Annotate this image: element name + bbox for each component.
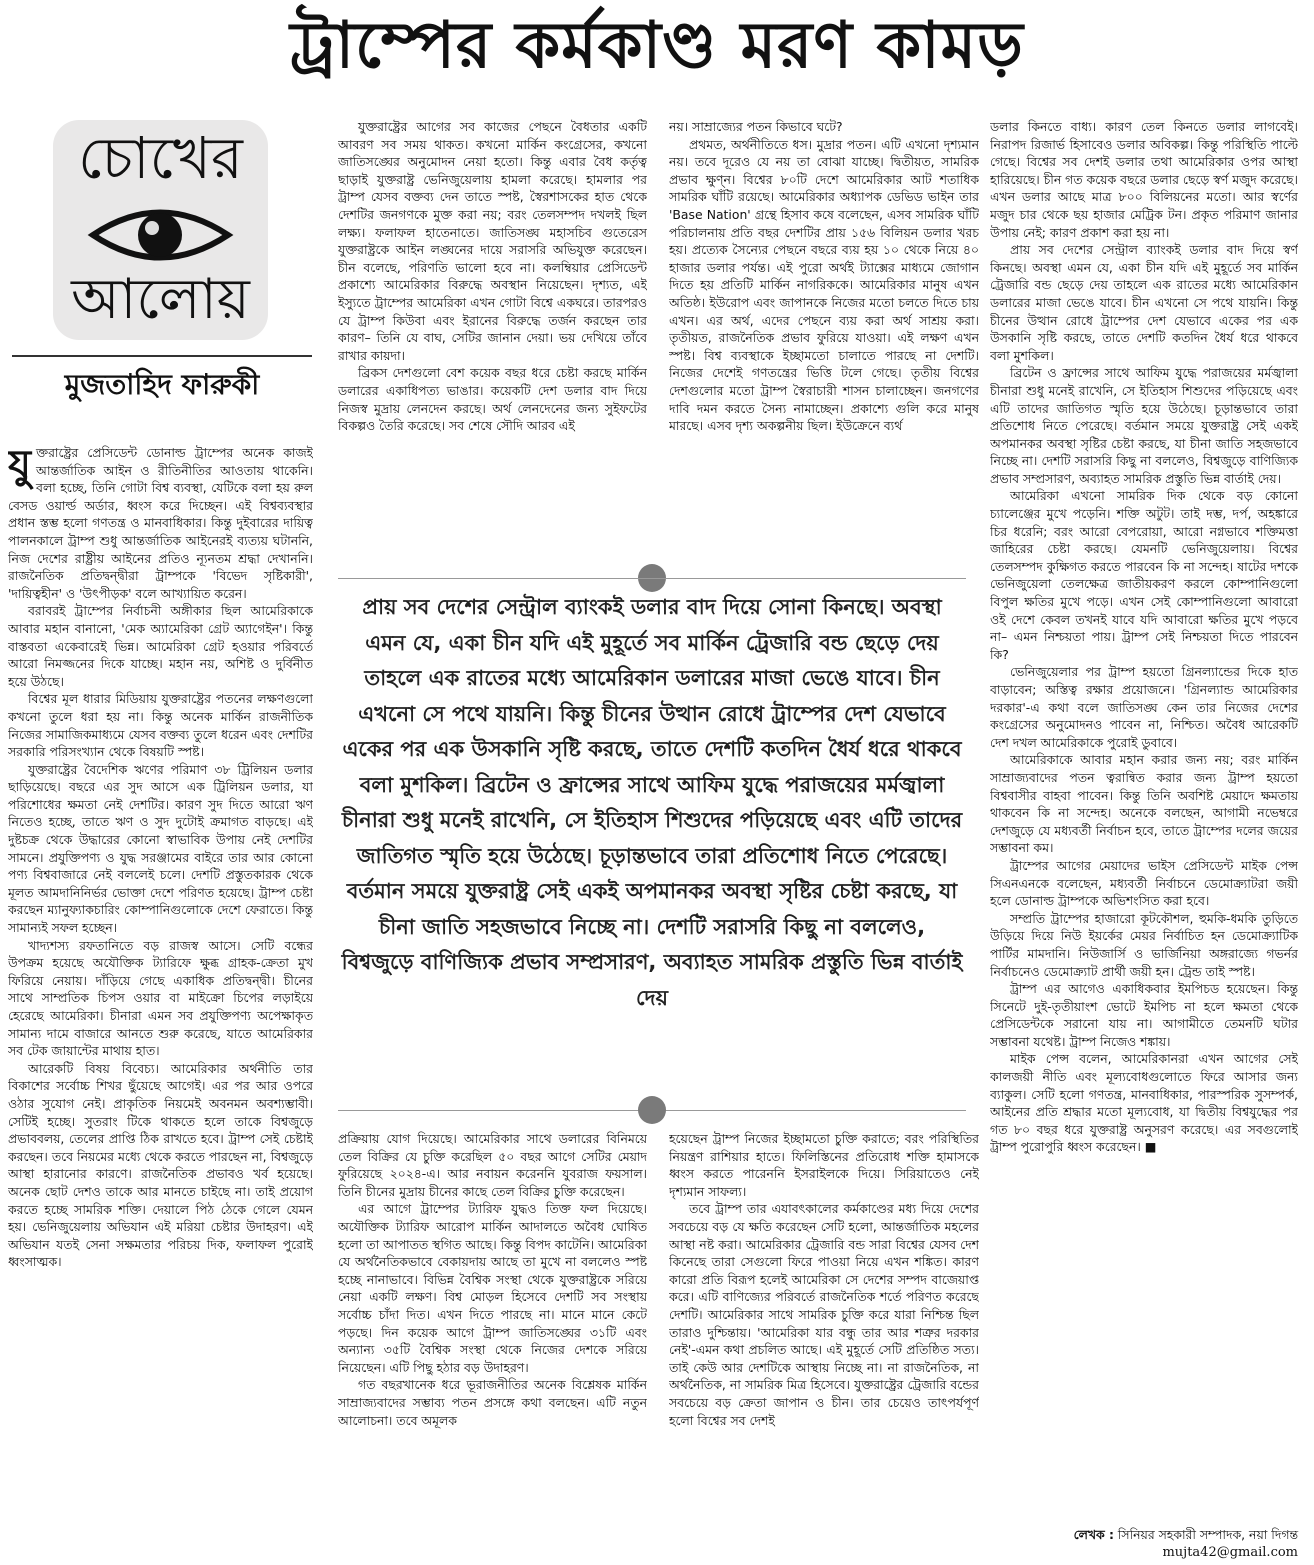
paragraph: সম্প্রতি ট্রাম্পের হাজারো কূটকৌশল, হুমকি-ধমকি তুড়িতে উড়িয়ে দিয়ে নিউ ইয়র্কের মেয়র নির্বাচিত হন ডেমোক্র্যাটিক পার্টির মামদানি। নিউজার্সি ও ভার্জিনিয়া অঙ্গরাজ্যে গভর্নর নির্বাচনেও ডেমোক্র্যাট প্রার্থী জয়ী হন। ট্রেন্ড তাই স্পষ্ট। [990,910,1298,979]
byline-label: লেখক : [1073,1527,1114,1542]
article-column-1 [8,444,313,1522]
logo-word-top: চোখের [78,124,243,192]
byline-text: সিনিয়র সহকারী সম্পাদক, নয়া দিগন্ত [1117,1527,1298,1542]
paragraph: ট্রাম্প এর আগেও একাধিকবার ইমপিচড হয়েছেন। কিন্তু সিনেটে দুই-তৃতীয়াংশ ভোটে ইমপিচ না হলে ক্ষমতা থেকে প্রেসিডেন্টকে সরানো যায় না। আগামীতে তেমনটি ঘটার সম্ভাবনা যথেষ্ট। ট্রাম্প নিজেও শঙ্কায়। [990,981,1298,1049]
paragraph: ভেনিজুয়েলার পর ট্রাম্প হয়তো গ্রিনল্যান্ডের দিকে হাত বাড়াবেন; অস্তিত্ব রক্ষার প্রয়োজনে। 'গ্রিনল্যান্ড আমেরিকার দরকার'-এ কথা বলে জাতিসঙ্ঘ কেন তার নিজের দেশের কংগ্রেসের অনুমোদনও পাবেন না, নিশ্চিত। অবৈধ আরেকটি দেশ দখল আমেরিকাকে পুরোই ডুবাবে। [990,664,1298,750]
article-column-3-top [669,118,979,544]
paragraph: আরেকটি বিষয় বিবেচ্য। আমেরিকার অর্থনীতি তার বিকাশের সর্বোচ্চ শিখর ছুঁয়েছে আগেই। এর পর আর ওপরে ওঠার সুযোগ নেই। প্রাকৃতিক নিয়মেই অবনমন অবশ্যম্ভাবী। সেটিই হচ্ছে। সুতরাং টিকে থাকতে হলে তাকে বিশ্বজুড়ে প্রভাববলয়, তেলের প্রাপ্তি ঠিক রাখতে হবে। ট্রাম্প সেই চেষ্টাই করছেন। তবে নিয়মের মধ্যে থেকে করতে পারছেন না, বিশ্বজুড়ে আস্থা হারানোর কারণে। রাজনৈতিক প্রভাবও খর্ব হয়েছে। অনেক ছোট দেশও তাকে আর মানতে চাইছে না। তাই প্রয়োগ করতে হচ্ছে সামরিক শক্তি। দেয়ালে পিঠ ঠেকে গেলে যেমন হয়। ভেনিজুয়েলায় অভিযান এই মরিয়া চেষ্টার উদাহরণ। এই অভিযান যতই সেনা সক্ষমতার পরিচয় দিক, ফলাফল পুরোই ধ্বংসাত্মক। [8,1060,313,1270]
paragraph: আমেরিকা এখনো সামরিক দিক থেকে বড় কোনো চ্যালেঞ্জের মুখে পড়েনি। শক্তি অটুট। তাই দম্ভ, দর্প, অহঙ্কারে চির ধরেনি; বরং আরো বেপরোয়া, আরো নগ্নভাবে শক্তিমত্তা জাহিরের চেষ্টা করছে। যেমনটি ভেনিজুয়েলায়। বিশ্বের তেলসম্পদ কুক্ষিগত করতে পারবেন কি না সন্দেহ। ষাটের দশকে ভেনিজুয়েলা তেলক্ষেত্র জাতীয়করণ করলে কোম্পানিগুলো বিপুল ক্ষতির মুখে পড়ে। এখন সেই কোম্পানিগুলো আবারো ওই দেশে কেবল তখনই যাবে যদি আবারো ক্ষতির মুখে পড়বে না– এমন নিশ্চয়তা পায়। ট্রাম্প সেই নিশ্চয়তা দিতে পারবেন কি? [990,488,1298,662]
headline: ট্রাম্পের কর্মকাণ্ড মরণ কামড় [290,9,1024,83]
paragraph: ট্রাম্পের আগের মেয়াদের ভাইস প্রেসিডেন্ট মাইক পেন্স সিএনএনকে বলেছেন, মধ্যবর্তী নির্বাচনে ডেমোক্র্যাটরা জয়ী হলে ডোনাল্ড ট্রাম্পকে অভিশংসিত করা হবে। [990,857,1298,909]
pull-quote: প্রায় সব দেশের সেন্ট্রাল ব্যাংকই ডলার বাদ দিয়ে সোনা কিনছে। অবস্থা এমন যে, একা চীন যদি এই মুহূর্তে সব মার্কিন ট্রেজারি বন্ড ছেড়ে দেয় তাহলে এক রাতের মধ্যে আমেরিকান ডলারের মাজা ভেঙে যাবে। চীন এখনো সে পথে যায়নি। কিন্তু চীনের উত্থান রোধে ট্রাম্পের দেশ যেভাবে একের পর এক উসকানি সৃষ্টি করছে, তাতে দেশটি কতদিন ধৈর্য ধরে থাকবে বলা মুশকিল। ব্রিটেন ও ফ্রান্সের সাথে আফিম যুদ্ধে পরাজয়ের মর্মজ্বালা চীনারা শুধু মনেই রাখেনি, সে ইতিহাস শিশুদের পড়িয়েছে এবং এটি তাদের জাতিগত স্মৃতি হয়ে উঠেছে। চূড়ান্তভাবে তারা প্রতিশোধ নিতে পেরেছে। বর্তমান সময়ে যুক্তরাষ্ট্র সেই একই অপমানকর অবস্থা সৃষ্টির চেষ্টা করছে, যা চীনা জাতি সহজভাবে নিচ্ছে না। দেশটি সরাসরি কিছু না বললেও, বিশ্বজুড়ে বাণিজ্যিক প্রভাব সম্প্রসারণ, অব্যাহত সামরিক প্রস্তুতি ভিন্ন বার্তাই দেয় [341,595,963,1010]
paragraph: ব্রিটেন ও ফ্রান্সের সাথে আফিম যুদ্ধে পরাজয়ের মর্মজ্বালা চীনারা শুধু মনেই রাখেনি, সে ইতিহাস শিশুদের পড়িয়েছে এবং এটি তাদের জাতিগত স্মৃতি হয়ে উঠেছে। চূড়ান্তভাবে তারা প্রতিশোধ নিতে পেরেছে। বর্তমান সময়ে যুক্তরাষ্ট্র সেই একই অপমানকর অবস্থা সৃষ্টির চেষ্টা করছে, যা চীনা জাতি সহজভাবে নিচ্ছে না। দেশটি সরাসরি কিছু না বললেও, বিশ্বজুড়ে বাণিজ্যিক প্রভাব সম্প্রসারণ, অব্যাহত সামরিক প্রস্তুতি ভিন্ন বার্তাই দেয়। [990,365,1298,486]
author-divider [12,355,312,357]
paragraph: নয়। সাম্রাজ্যের পতন কিভাবে ঘটে? [669,119,843,134]
article-column-2-top [338,118,647,544]
article-column-2-bottom [338,1130,647,1550]
paragraph: মাইক পেন্স বলেন, আমেরিকানরা এখন আগের সেই কালজয়ী নীতি এবং মূল্যবোধগুলোতে ফিরে আসার জন্য ব্যাকুল। সেটি হলো গণতন্ত্র, মানবাধিকার, পারস্পরিক সুসম্পর্ক, আইনের প্রতি শ্রদ্ধার মতো মূল্যবোধ, যা দ্বিতীয় বিশ্বযুদ্ধের পর গত ৮০ বছর ধরে যুক্তরাষ্ট্র অনুসরণ করেছে। এর সবগুলোই ট্রাম্প পুরোপুরি ধ্বংস করেছেন। ■ [990,1051,1298,1155]
paragraph: বরাবরই ট্রাম্পের নির্বাচনী অঙ্গীকার ছিল আমেরিকাকে আবার মহান বানানো, 'মেক অ্যামেরিকা গ্রেট অ্যাগেইন'। কিন্তু বাস্তবতা একেবারেই ভিন্ন। আমেরিকা গ্রেট হওয়ার পরিবর্তে আরো নিমজ্জনের দিকে যাচ্ছে। মহান নয়, অশিষ্ট ও দুর্বিনীত হয়ে উঠছে। [8,603,313,689]
paragraph: খাদ্যশস্য রফতানিতে বড় রাজস্ব আসে। সেটি বন্ধের উপক্রম হয়েছে অযৌক্তিক ট্যারিফে ক্ষুব্ধ গ্রাহক-ক্রেতা মুখ ফিরিয়ে নেয়ায়। দাঁড়িয়ে গেছে একাধিক প্রতিদ্বন্দ্বী। চীনের সাথে সাম্প্রতিক চিপস ওয়ার বা মাইক্রো চিপের লড়াইয়ে হেরেছে আমেরিকা। চীনারা এমন সব প্রযুক্তিপণ্য অপেক্ষাকৃত সামান্য দামে বাজারে আনতে শুরু করেছে, যাতে আমেরিকার সব টেক জায়ান্টের মাথায় হাত। [8,937,313,1059]
paragraph: প্রক্রিয়ায় যোগ দিয়েছে। আমেরিকার সাথে ডলারের বিনিময়ে তেল বিক্রির যে চুক্তি করেছিল ৫০ বছর আগে সেটির মেয়াদ ফুরিয়েছে ২০২৪-এ। আর নবায়ন করেননি যুবরাজ ফয়সাল। তিনি চীনের মুদ্রায় চীনের কাছে তেল বিক্রির চুক্তি করেছেন। [338,1131,647,1199]
paragraph: গত বছরখানেক ধরে ভূরাজনীতির অনেক বিশ্লেষক মার্কিন সাম্রাজ্যবাদের সম্ভাব্য পতন প্রসঙ্গে কথা বলছেন। এটি নতুন আলোচনা। তবে অমূলক [338,1377,647,1428]
paragraph: আমেরিকাকে আবার মহান করার জন্য নয়; বরং মার্কিন সাম্রাজ্যবাদের পতন ত্বরান্বিত করার জন্য ট্রাম্প হয়তো বিশ্ববাসীর বাহবা পাবেন। কিন্তু তিনি অবশিষ্ট মেয়াদে ক্ষমতায় থাকবেন কি না সন্দেহ। অনেকে বলছেন, আগামী নভেম্বরে দেশজুড়ে যে মধ্যবর্তী নির্বাচন হবে, তাতে ট্রাম্পের দলের জয়ের সম্ভাবনা কম। [990,752,1298,856]
paragraph: যুক্তরাষ্ট্রের আগের সব কাজের পেছনে বৈধতার একটি আবরণ সব সময় থাকত। কখনো মার্কিন কংগ্রেসের, কখনো জাতিসঙ্ঘের অনুমোদন নেয়া হতো। কিন্তু এবার বৈধ কর্তৃত্ব ছাড়াই যুক্তরাষ্ট্র ভেনিজুয়েলায় হামলা করেছে। হামলার পর ট্রাম্প যেসব বক্তব্য দেন তাতে স্পষ্ট, স্বৈরশাসকের হাত থেকে দেশটির জনগণকে মুক্ত করা নয়; বরং তেলসম্পদ দখলই ছিল লক্ষ্য। ফলাফল হাতেনাতে। জাতিসঙ্ঘ মহাসচিব গুতেরেস যুক্তরাষ্ট্রকে আইন লঙ্ঘনের দায়ে সরাসরি অভিযুক্ত করেছেন। চীন বলেছে, পরিণতি ভালো হবে না। কলম্বিয়ার প্রেসিডেন্ট প্রকাশ্যে আমেরিকার বিরুদ্ধে অবস্থান নিয়েছেন। দৃশ্যত, এই ইস্যুতে ট্রাম্পের আমেরিকা এখন গোটা বিশ্বে একঘরে। তারপরও যে ট্রাম্প কিউবা এবং ইরানের বিরুদ্ধে তর্জন করছেন তার কারণ– তিনি যে বাঘ, সেটির জানান দেয়া। ভয় দেখিয়ে তাঁবে রাখার কায়দা। [338,119,647,363]
author-name: মুজতাহিদ ফারুকী [64,368,260,401]
paragraph: বিশ্বের মূল ধারার মিডিয়ায় যুক্তরাষ্ট্রের পতনের লক্ষণগুলো কখনো তুলে ধরা হয় না। কিন্তু অনেক মার্কিন রাজনীতিক নিজের সামাজিকমাধ্যমে যেসব বক্তব্য তুলে ধরেন এবং দেশটির সরকারি পরিসংখ্যান থেকে বিষয়টি স্পষ্ট। [8,691,313,760]
paragraph: প্রায় সব দেশের সেন্ট্রাল ব্যাংকই ডলার বাদ দিয়ে স্বর্ণ কিনছে। অবস্থা এমন যে, একা চীন যদি এই মুহূর্তে সব মার্কিন ট্রেজারি বন্ড ছেড়ে দেয় তাহলে এক রাতের মধ্যে আমেরিকান ডলারের মাজা ভেঙে যাবে। চীন এখনো সে পথে যায়নি। কিন্তু চীনের উত্থান রোধে ট্রাম্পের দেশ যেভাবে একের পর এক উসকানি সৃষ্টি করছে, তাতে দেশটি কতদিন ধৈর্য ধরে থাকবে বলা মুশকিল। [990,242,1298,363]
paragraph: ব্রিকস দেশগুলো বেশ কয়েক বছর ধরে চেষ্টা করছে মার্কিন ডলারের একাধিপত্য ভাঙার। কয়েকটি দেশ ডলার বাদ দিয়ে নিজস্ব মুদ্রায় লেনদেন করছে। অর্থ লেনদেনের জন্য সুইফটের বিকল্পও তৈরি করেছে। সব শেষে সৌদি আরব এই [338,365,647,434]
pull-quote-top-rule [338,578,966,579]
article-column-4 [990,118,1298,1526]
author-byline [990,1526,1298,1543]
paragraph: প্রথমত, অর্থনীতিতে ধস। মুদ্রার পতন। এটি এখনো দৃশ্যমান নয়। তবে দূরেও যে নয় তা বোঝা যাচ্ছে। দ্বিতীয়ত, সামরিক প্রভাব ক্ষুণ্ন। বিশ্বের ৮০টি দেশে আমেরিকার আট শতাধিক সামরিক ঘাঁটি রয়েছে। আমেরিকার অধ্যাপক ডেভিড ভাইন তার 'Base Nation' গ্রন্থে হিসাব কষে বলেছেন, এসব সামরিক ঘাঁটি পরিচালনায় প্রতি বছর দেশটির প্রায় ১৫৬ বিলিয়ন ডলার খরচ হয়। প্রত্যেক সৈন্যের পেছনে বছরে ব্যয় হয় ১০ থেকে নিয়ে ৪০ হাজার ডলার পর্যন্ত। এই পুরো অর্থই ট্যাক্সের মাধ্যমে জোগান দিতে হয় প্রতিটি মার্কিন নাগরিককে। আমেরিকার মানুষ এখন অতিষ্ঠ। ইউরোপ এবং জাপানকে নিজের মতো চলতে দিতে চায় এখন। এর অর্থ, এদের পেছনে ব্যয় করা অর্থ সাশ্রয় করা। তৃতীয়ত, রাজনৈতিক প্রভাব ফুরিয়ে যাওয়া। এই লক্ষণ এখন স্পষ্ট। বিশ্ব ব্যবস্থাকে ইচ্ছামতো চালাতে পারছে না দেশটি। নিজের দেশেই গণতন্ত্রের ভিত্তি টলে গেছে। তৃতীয় বিশ্বের দেশগুলোর মতো ট্রাম্প স্বৈরাচারী শাসন চালাচ্ছেন। জনগণের দাবি দমন করতে সৈন্য নামাচ্ছেন। প্রকাশ্যে গুলি করে মানুষ মারছে। এসব দৃশ্য অকল্পনীয় ছিল। ইউক্রেনে ব্যর্থ [669,136,979,434]
paragraph: এর আগে ট্রাম্পের ট্যারিফ যুদ্ধও তিক্ত ফল দিয়েছে। অযৌক্তিক ট্যারিফ আরোপ মার্কিন আদালতে অবৈধ ঘোষিত হলো তা আপাতত স্থগিত আছে। কিন্তু বিপদ কাটেনি। আমেরিকা যে অর্থনৈতিকভাবে বেকায়দায় আছে তা মুখে না বললেও স্পষ্ট হচ্ছে নানাভাবে। বিভিন্ন বৈশ্বিক সংস্থা থেকে যুক্তরাষ্ট্রকে সরিয়ে নেয়া একটি লক্ষণ। বিশ্ব মোড়ল হিসেবে দেশটি সব সংস্থায় সর্বোচ্চ চাঁদা দিত। এখন দিতে পারছে না। মানে মানে কেটে পড়ছে। দিন কয়েক আগে ট্রাম্প জাতিসঙ্ঘের ৩১টি এবং অন্যান্য ৩৫টি বৈশ্বিক সংস্থা থেকে নিজের দেশকে সরিয়ে নিয়েছেন। এটি পিছু হঠার বড় উদাহরণ। [338,1201,647,1375]
drop-cap: যু [8,444,32,488]
paragraph: যুক্তরাষ্ট্রের প্রেসিডেন্ট ডোনাল্ড ট্রাম্পের অনেক কাজই আন্তর্জাতিক আইন ও রীতিনীতির আওতায় থাকেনি। বলা হচ্ছে, তিনি গোটা বিশ্ব ব্যবস্থা, যেটিকে বলা হয় রুল বেসড ওয়ার্ল্ড অর্ডার, ধ্বংস করে দিচ্ছেন। এই বিশ্বব্যবস্থার প্রধান স্তম্ভ হলো গণতন্ত্র ও মানবাধিকার। কিন্তু দুইবারের দায়িত্ব পালনকালে ট্রাম্প শুধু আন্তর্জাতিক আইনেরই ব্যত্যয় ঘটাননি, নিজ দেশের রাষ্ট্রীয় আইনের প্রতিও ন্যূনতম শ্রদ্ধা দেখাননি। রাজনৈতিক প্রতিদ্বন্দ্বীরা ট্রাম্পকে 'বিভেদ সৃষ্টিকারী', 'দায়িত্বহীন' ও 'উৎপীড়ক' বলে আখ্যায়িত করেন। [8,444,313,601]
paragraph: ডলার কিনতে বাধ্য। কারণ তেল কিনতে ডলার লাগবেই। নিরাপদ রিজার্ভ হিসাবেও ডলার অবিকল্প। কিন্তু পরিস্থিতি পাল্টে গেছে। বিশ্বের সব দেশই ডলার তথা আমেরিকার ওপর আস্থা হারিয়েছে। চীন গত কয়েক বছরে ডলার ছেড়ে স্বর্ণ মজুদ করেছে। এখন ডলার আছে মাত্র ৮০০ বিলিয়নের মতো। আর স্বর্ণের মজুদ চার থেকে ছয় হাজার মেট্রিক টন। প্রকৃত পরিমাণ জানার উপায় নেই; কারণ প্রকাশ করা হয় না। [990,119,1298,240]
pull-quote-bottom-dot [638,1096,666,1124]
paragraph: হয়েছেন ট্রাম্প নিজের ইচ্ছামতো চুক্তি করাতে; বরং পরিস্থিতির নিয়ন্ত্রণ রাশিয়ার হাতে। ফিলিস্তিনের প্রতিরোধ শক্তি হামাসকে ধ্বংস করতে পারেননি ইসরাইলকে দিয়ে। সিরিয়াতেও নেই দৃশ্যমান সাফল্য। [669,1131,979,1199]
paragraph: তবে ট্রাম্প তার এযাবৎকালের কর্মকাণ্ডের মধ্য দিয়ে দেশের সবচেয়ে বড় যে ক্ষতি করেছেন সেটি হলো, আন্তর্জাতিক মহলের আস্থা নষ্ট করা। আমেরিকার ট্রেজারি বন্ড সারা বিশ্বের যেসব দেশ কিনেছে তারা সেগুলো ফিরে পাওয়া নিয়ে এখন শঙ্কিত। কারণ কারো প্রতি বিরূপ হলেই আমেরিকা সে দেশের সম্পদ বাজেয়াপ্ত করে। এটি বাণিজ্যের পরিবর্তে রাজনৈতিক শর্তে পরিণত করেছে দেশটি। আমেরিকার সাথে সামরিক চুক্তি করে যারা নিশ্চিন্ত ছিল তারাও দুশ্চিন্তায়। 'আমেরিকা যার বন্ধু তার আর শত্রুর দরকার নেই'-এমন কথা প্রচলিত আছে। এই মুহূর্তে সেটি প্রতিষ্ঠিত সত্য। তাই কেউ আর দেশটিকে আস্থায় নিচ্ছে না। না রাজনৈতিক, না অর্থনৈতিক, না সামরিক মিত্র হিসেবে। যুক্তরাষ্ট্রের ট্রেজারি বন্ডের সবচেয়ে বড় ক্রেতা জাপান ও চীন। তার চেয়েও তাৎপর্যপূর্ণ হলো বিশ্বের সব দেশই [669,1201,979,1428]
column-logo [53,120,268,340]
author-email[interactable]: mujta42@gmail.com [1162,1545,1298,1560]
paragraph: যুক্তরাষ্ট্রের বৈদেশিক ঋণের পরিমাণ ৩৮ ট্রিলিয়ন ডলার ছাড়িয়েছে। বছরে এর সুদ আসে এক ট্রিলিয়ন ডলার, যা পরিশোধের ক্ষমতা নেই দেশটির। কারণ সুদ দিতে আরো ঋণ নিতেও হচ্ছে, তাতে ঋণ ও সুদ দুটোই ক্রমাগত বাড়ছে। এই দুষ্টচক্র থেকে উদ্ধারের কোনো স্বাভাবিক উপায় নেই দেশটির সামনে। প্রযুক্তিপণ্য ও যুদ্ধ সরঞ্জামের বাইরে তার আর কোনো পণ্য বিশ্ববাজারে নেই বললেই চলে। দেশটি প্রস্তুতকারক থেকে মূলত আমদানিনির্ভর ভোক্তা দেশে পরিণত হয়েছে। ট্রাম্প চেষ্টা করছেন ম্যানুফ্যাকচারিং কোম্পানিগুলোকে দেশে ফেরাতে। কিন্তু সামান্যই সফল হচ্ছেন। [8,761,313,936]
logo-word-bottom: আলোয় [71,267,250,332]
article-column-3-bottom [669,1130,979,1550]
